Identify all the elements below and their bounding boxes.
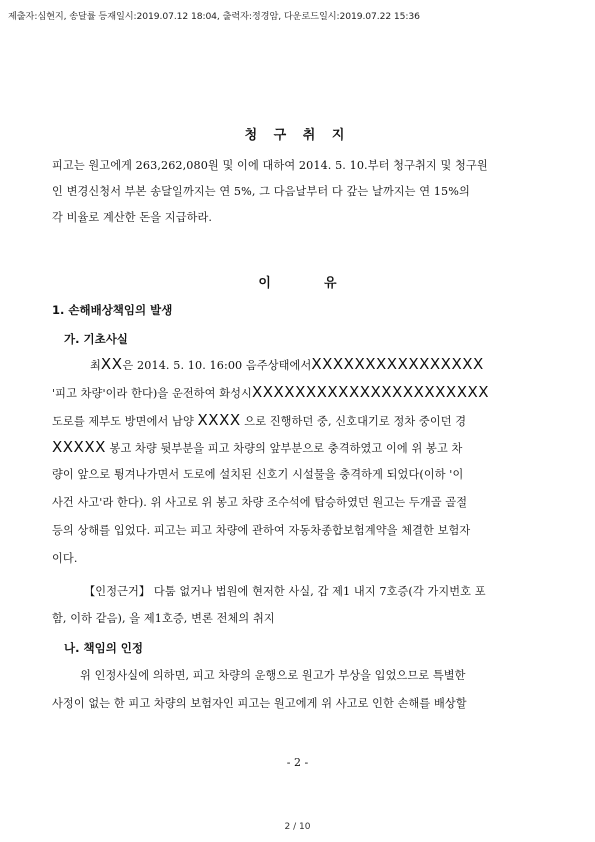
- evidence-line-1: 【인정근거】 다툼 없거나 법원에 현저한 사실, 갑 제1 내지 7호증(각 가지번호 포: [84, 585, 486, 598]
- facts-line-6: 사건 사고'라 한다). 위 사고로 위 봉고 차량 조수석에 탑승하였던 원고는 두개골 골절: [52, 496, 468, 509]
- section-1-heading: 1. 손해배상책임의 발생: [52, 303, 173, 317]
- facts-line-8: 이다.: [52, 552, 78, 565]
- facts-line-3-b: 으로 진행하던 중, 신호대기로 정차 중이던 경: [244, 415, 467, 428]
- facts-line-4-b: 봉고 차량 뒷부분을 피고 차량의 앞부분으로 충격하였고 이에 위 봉고 차: [105, 442, 463, 455]
- liability-line-2: 사정이 없는 한 피고 차량의 보험자인 피고는 원고에게 위 사고로 인한 손해를 배상할: [52, 697, 467, 710]
- claim-line-3: 각 비율로 계산한 돈을 지급하라.: [52, 211, 213, 224]
- claim-line-1: 피고는 원고에게 263,262,080원 및 이에 대하여 2014. 5. 10.부터 청구취지 및 청구원: [52, 159, 488, 172]
- redacted-name: XX: [100, 355, 123, 373]
- redacted-place: XXXX: [197, 411, 241, 429]
- facts-line-1-a: 최: [90, 359, 101, 372]
- liability-line-1: 위 인정사실에 의하면, 피고 차량의 운행으로 원고가 부상을 입었으므로 특별한: [80, 669, 466, 682]
- facts-line-7: 등의 상해를 입었다. 피고는 피고 차량에 관하여 자동차종합보험계약을 체결한 보험자: [52, 524, 471, 537]
- page-number: - 2 -: [286, 756, 309, 769]
- claim-title: 청 구 취 지: [244, 128, 351, 143]
- reason-title-char-2: 유: [324, 276, 337, 291]
- redacted-address: XXXXXXXXXXXXXXXXXXXXXX: [251, 383, 490, 401]
- facts-line-2: [52, 383, 552, 401]
- facts-line-5: 량이 앞으로 튕겨나가면서 도로에 설치된 신호기 시설물을 충격하게 되었다(이하 '이: [52, 468, 464, 481]
- facts-line-2-a: '피고 차량'이라 한다)을 운전하여 화성시: [52, 387, 252, 400]
- facts-line-4: [52, 438, 552, 456]
- facts-line-3-a: 도로를 제부도 방면에서 남양: [52, 415, 194, 428]
- facts-line-3: [52, 411, 552, 429]
- facts-line-1: [90, 355, 550, 373]
- reason-title-char-1: 이: [258, 276, 271, 291]
- claim-line-2: 인 변경신청서 부본 송달일까지는 연 5%, 그 다음날부터 다 갚는 날까지는 연 15%의: [52, 185, 470, 198]
- facts-line-1-b: 은 2014. 5. 10. 16:00 음주상태에서: [122, 359, 312, 372]
- document-header: 제출자:심현지, 송달률 등재일시:2019.07.12 18:04, 출력자:정경암, 다운로드일시:2019.07.22 15:36: [8, 11, 420, 22]
- section-1b-heading: 나. 책임의 인정: [64, 641, 144, 655]
- redacted-vehicle: XXXXXXXXXXXXXXXX: [311, 355, 484, 373]
- section-1a-heading: 가. 기초사실: [64, 332, 128, 346]
- evidence-line-2: 함, 이하 같음), 을 제1호증, 변론 전체의 취지: [52, 612, 275, 625]
- reason-title: [0, 272, 595, 291]
- redacted-person: XXXXX: [52, 438, 106, 456]
- page-footer: 2 / 10: [284, 822, 311, 832]
